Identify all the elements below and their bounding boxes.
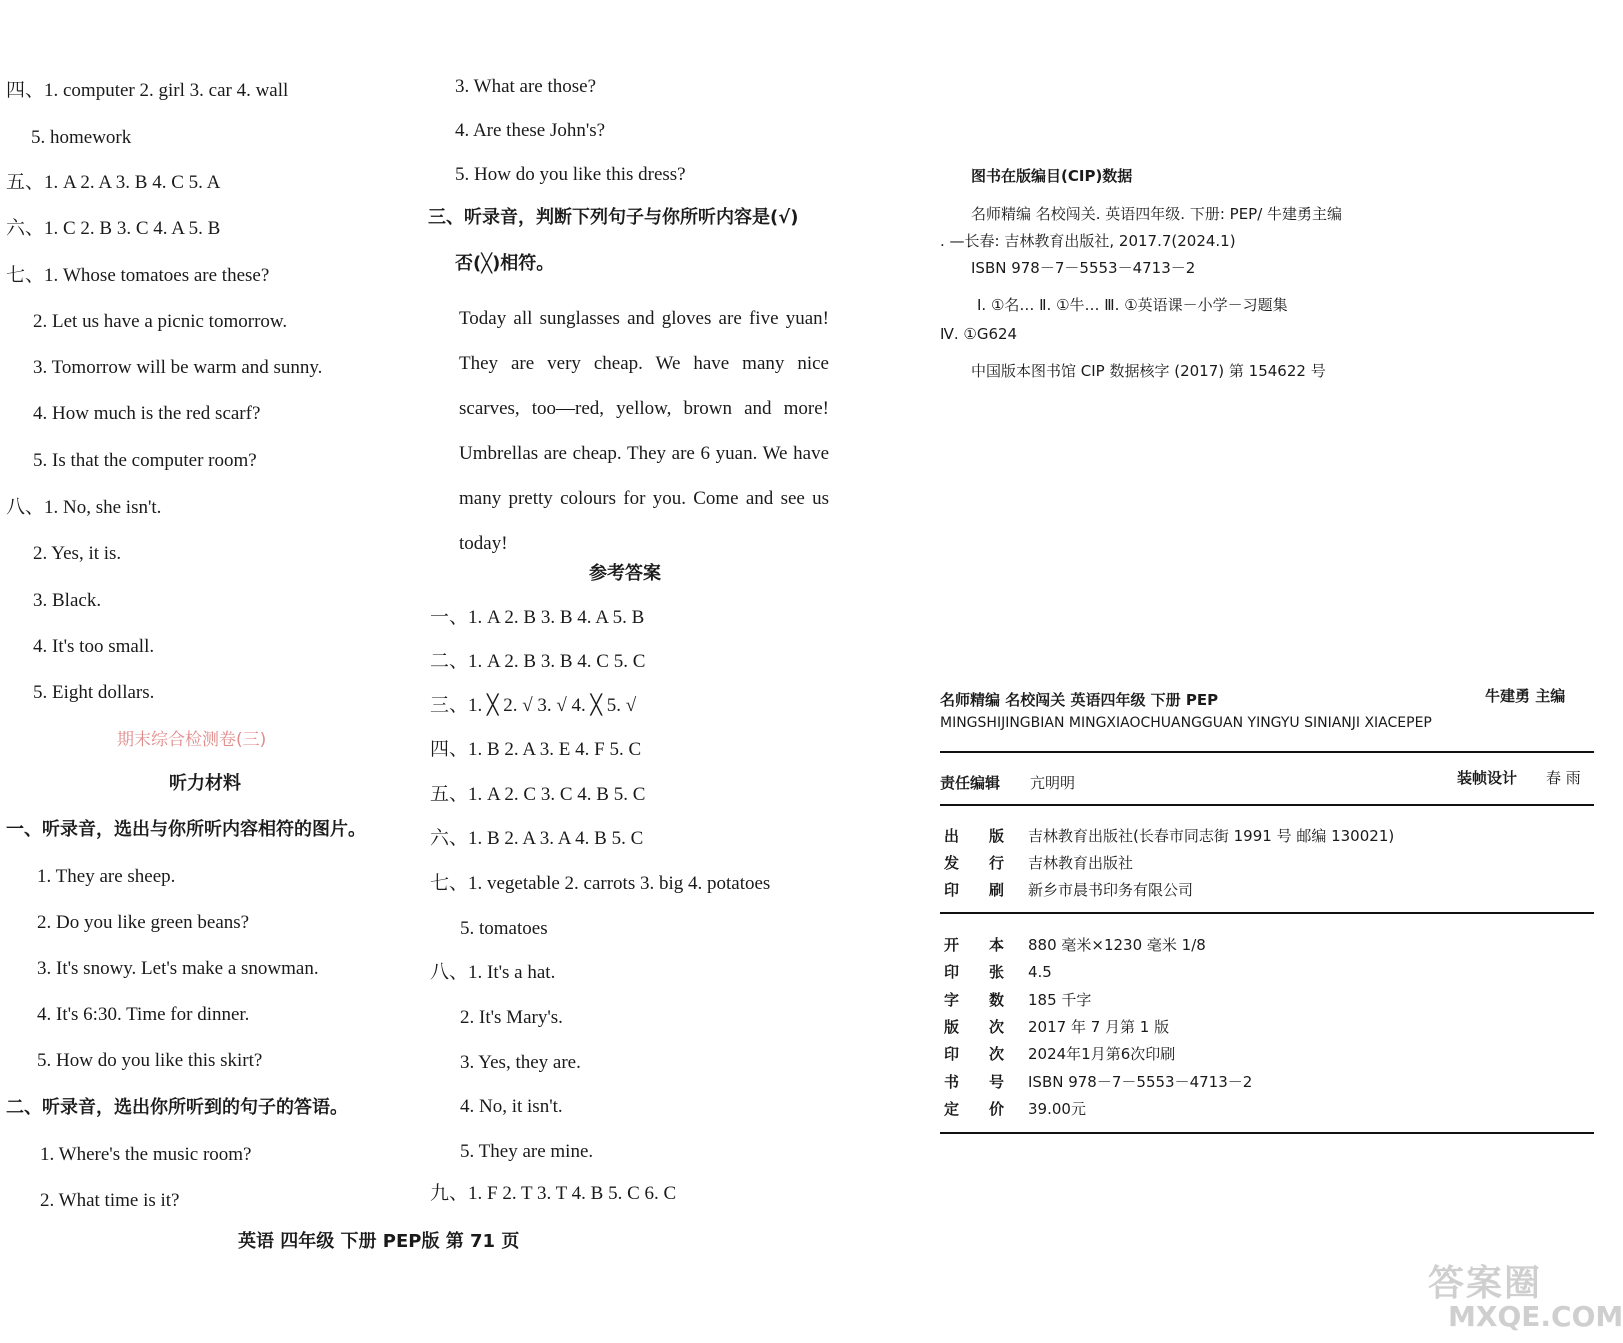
spec-label: 开 本 [944, 936, 1005, 954]
spec-label: 书 号 [944, 1073, 1005, 1091]
answer-line: 3. Tomorrow will be warm and sunny. [33, 357, 323, 378]
design-label: 装帧设计 [1457, 769, 1518, 787]
answer-line: 5. They are mine. [460, 1141, 594, 1162]
pub-value: 吉林教育出版社(长春市同志街 1991 号 邮编 130021) [1028, 827, 1395, 845]
listening-passage: Today all sunglasses and gloves are five yuan! They are very cheap. We have many nice scarves, too—red, yellow, brown and more! Umbrellas are cheap. They are 6 yuan. We have many pretty colours for you. Come and see us today! [459, 308, 829, 554]
divider [940, 804, 1594, 806]
answer-line: 四、1. B 2. A 3. E 4. F 5. C [430, 739, 642, 760]
listening-item: 2. Do you like green beans? [37, 912, 250, 933]
answer-line: 八、1. No, she isn't. [6, 497, 162, 518]
answer-line: 5. homework [31, 127, 132, 148]
spec-label: 印 张 [944, 963, 1005, 981]
editor-label: 责任编辑 [940, 774, 1001, 792]
answer-line: 五、1. A 2. A 3. B 4. C 5. A [6, 172, 221, 193]
spec-value: 2024年1月第6次印刷 [1028, 1045, 1176, 1063]
divider [940, 751, 1594, 753]
spec-label: 字 数 [944, 991, 1005, 1009]
answer-line: 2. It's Mary's. [460, 1007, 563, 1028]
listening-item: 1. They are sheep. [37, 866, 176, 887]
pub-value: 新乡市晨书印务有限公司 [1028, 881, 1194, 899]
test-title: 期末综合检测卷(三) [117, 730, 267, 750]
answer-line: 九、1. F 2. T 3. T 4. B 5. C 6. C [430, 1183, 677, 1204]
spec-value: 2017 年 7 月第 1 版 [1028, 1018, 1170, 1036]
listening-item: 5. How do you like this dress? [455, 164, 686, 185]
listening-item: 3. What are those? [455, 76, 597, 97]
answer-line: 五、1. A 2. C 3. C 4. B 5. C [430, 784, 646, 805]
answer-line: 5. Eight dollars. [33, 682, 155, 703]
answer-line: 七、1. vegetable 2. carrots 3. big 4. potatoes [430, 873, 771, 894]
answer-line: 4. It's too small. [33, 636, 155, 657]
spec-value: 4.5 [1028, 963, 1052, 981]
listening-item: 2. What time is it? [40, 1190, 180, 1211]
pub-label: 出 版 [944, 827, 1005, 845]
section-one-title: 一、听录音，选出与你所听内容相符的图片。 [6, 819, 366, 840]
cip-line: 中国版本图书馆 CIP 数据核字 (2017) 第 154622 号 [971, 362, 1326, 380]
spec-value: 185 千字 [1028, 991, 1092, 1009]
editor-in-chief: 牛建勇 主编 [1485, 687, 1566, 705]
spec-label: 版 次 [944, 1018, 1005, 1036]
answer-line: 三、1. ╳ 2. √ 3. √ 4. ╳ 5. √ [430, 695, 637, 716]
spec-label: 定 价 [944, 1100, 1005, 1118]
pub-label: 发 行 [944, 854, 1005, 872]
section-three-title: 三、听录音，判断下列句子与你所听内容是(√) [428, 207, 799, 228]
cip-line: . —长春: 吉林教育出版社, 2017.7(2024.1) [940, 232, 1236, 250]
answer-line: 八、1. It's a hat. [430, 962, 556, 983]
page-footer: 英语 四年级 下册 PEP版 第 71 页 [238, 1231, 520, 1252]
divider [940, 912, 1594, 914]
cip-line: 名师精编 名校闯关. 英语四年级. 下册: PEP/ 牛建勇主编 [971, 205, 1343, 223]
editor-name: 亢明明 [1030, 774, 1076, 792]
answer-line: 2. Let us have a picnic tomorrow. [33, 311, 288, 332]
answer-line: 5. tomatoes [460, 918, 548, 939]
cip-line: ISBN 978－7－5553－4713－2 [971, 259, 1196, 277]
listening-title: 听力材料 [169, 773, 241, 794]
cip-line: Ⅰ. ①名… Ⅱ. ①牛… Ⅲ. ①英语课－小学－习题集 [977, 296, 1288, 314]
cip-line: Ⅳ. ①G624 [940, 325, 1018, 343]
answer-line: 七、1. Whose tomatoes are these? [6, 265, 270, 286]
answer-line: 2. Yes, it is. [33, 543, 122, 564]
spec-label: 印 次 [944, 1045, 1005, 1063]
divider [940, 1132, 1594, 1134]
listening-item: 3. It's snowy. Let's make a snowman. [37, 958, 319, 979]
pinyin-title: MINGSHIJINGBIAN MINGXIAOCHUANGGUAN YINGYU SINIANJI XIACEPEP [940, 715, 1432, 731]
cip-title: 图书在版编目(CIP)数据 [971, 167, 1133, 185]
listening-item: 4. It's 6:30. Time for dinner. [37, 1004, 250, 1025]
pub-label: 印 刷 [944, 881, 1005, 899]
spec-value: 39.00元 [1028, 1100, 1086, 1118]
design-name: 春 雨 [1546, 769, 1581, 787]
listening-item: 5. How do you like this skirt? [37, 1050, 263, 1071]
answer-line: 4. No, it isn't. [460, 1096, 563, 1117]
watermark-text: 答案圈 [1428, 1263, 1543, 1304]
answer-line: 六、1. C 2. B 3. C 4. A 5. B [6, 218, 221, 239]
answer-line: 5. Is that the computer room? [33, 450, 257, 471]
answer-line: 二、1. A 2. B 3. B 4. C 5. C [430, 651, 646, 672]
listening-item: 1. Where's the music room? [40, 1144, 252, 1165]
section-three-title-cont: 否(╳)相符。 [455, 253, 555, 274]
answer-line: 3. Yes, they are. [460, 1052, 581, 1073]
spec-value: ISBN 978－7－5553－4713－2 [1028, 1073, 1253, 1091]
answer-line: 3. Black. [33, 590, 102, 611]
answer-line: 四、1. computer 2. girl 3. car 4. wall [6, 80, 289, 101]
answer-line: 一、1. A 2. B 3. B 4. A 5. B [430, 607, 645, 628]
spec-value: 880 毫米×1230 毫米 1/8 [1028, 936, 1206, 954]
pub-value: 吉林教育出版社 [1028, 854, 1134, 872]
section-two-title: 二、听录音，选出你所听到的句子的答语。 [6, 1097, 348, 1118]
watermark-url: MXQE.COM [1448, 1300, 1623, 1333]
listening-item: 4. Are these John's? [455, 120, 606, 141]
book-title: 名师精编 名校闯关 英语四年级 下册 PEP [940, 691, 1219, 709]
answer-line: 六、1. B 2. A 3. A 4. B 5. C [430, 828, 644, 849]
answer-line: 4. How much is the red scarf? [33, 403, 261, 424]
answers-title: 参考答案 [589, 563, 661, 584]
